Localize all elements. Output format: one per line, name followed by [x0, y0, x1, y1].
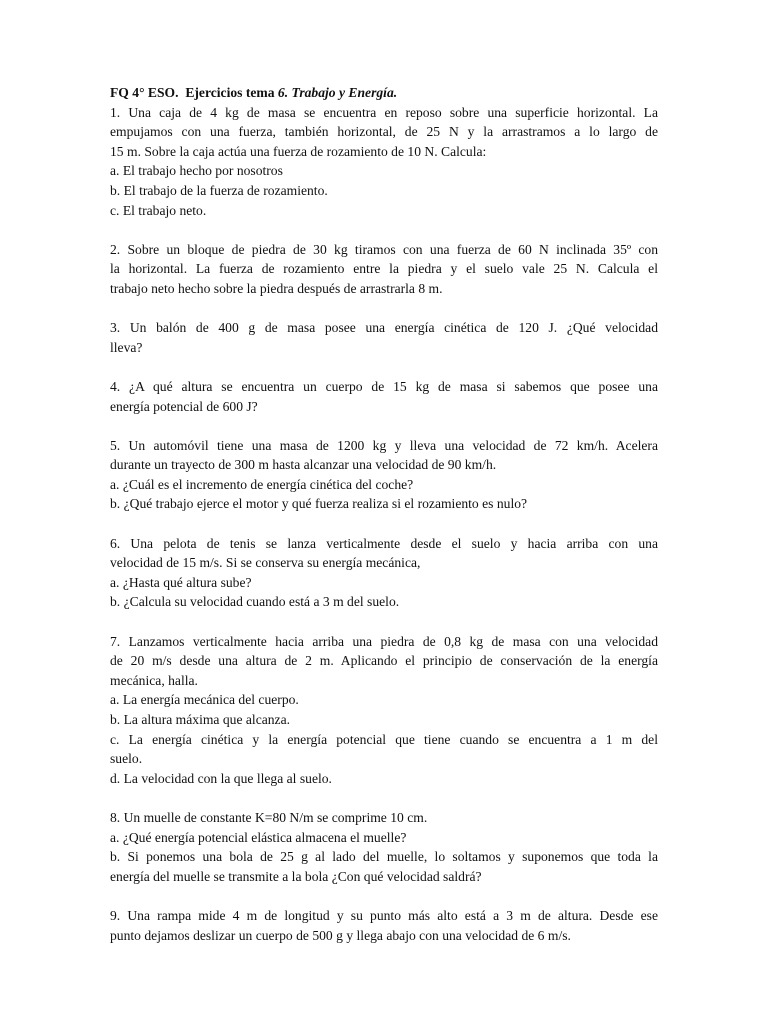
exercise-item: b. ¿Calcula su velocidad cuando está a 3 m del suelo.: [110, 594, 400, 610]
exercise-text-line: 5. Un automóvil tiene una masa de 1200 kg y lleva una velocidad de 72 km/h. Acelera: [110, 437, 658, 453]
exercise-text-line: 15 m. Sobre la caja actúa una fuerza de rozamiento de 10 N. Calcula:: [110, 143, 487, 159]
exercise-item: energía del muelle se transmite a la bola ¿Con qué velocidad saldrá?: [110, 868, 482, 884]
exercise-item: c. La energía cinética y la energía potencial que tiene cuando se encuentra a 1 m del: [110, 731, 658, 747]
exercise-text-line: 8. Un muelle de constante K=80 N/m se comprime 10 cm.: [110, 809, 428, 825]
exercise-text-line: trabajo neto hecho sobre la piedra después de arrastrarla 8 m.: [110, 280, 443, 296]
exercise-text-line: durante un trayecto de 300 m hasta alcanzar una velocidad de 90 km/h.: [110, 457, 497, 473]
title-rest: Trabajo y Energía.: [291, 85, 398, 100]
exercise-8: [110, 808, 658, 886]
exercise-text-line: energía potencial de 600 J?: [110, 398, 258, 414]
exercise-text-line: 4. ¿A qué altura se encuentra un cuerpo de 15 kg de masa si sabemos que posee una: [110, 378, 658, 394]
exercise-text-line: empujamos con una fuerza, también horizontal, de 25 N y la arrastramos a lo largo de: [110, 124, 658, 140]
exercise-text-line: lleva?: [110, 339, 143, 355]
exercise-text-line: de 20 m/s desde una altura de 2 m. Aplicando el principio de conservación de la energía: [110, 653, 658, 669]
exercise-3: [110, 318, 658, 357]
exercise-2: [110, 240, 658, 299]
exercise-item: b. La altura máxima que alcanza.: [110, 712, 291, 727]
document-title: [110, 83, 658, 103]
exercise-9: [110, 906, 658, 945]
exercise-item: b. ¿Qué trabajo ejerce el motor y qué fuerza realiza si el rozamiento es nulo?: [110, 496, 528, 512]
exercise-text-line: 9. Una rampa mide 4 m de longitud y su punto más alto está a 3 m de altura. Desde ese: [110, 907, 658, 923]
exercise-item: b. El trabajo de la fuerza de rozamiento.: [110, 182, 328, 198]
title-prefix: FQ 4° ESO.: [110, 85, 179, 100]
exercise-text-line: la horizontal. La fuerza de rozamiento entre la piedra y el suelo vale 25 N. Calcula el: [110, 261, 658, 277]
exercise-text-line: 3. Un balón de 400 g de masa posee una energía cinética de 120 J. ¿Qué velocidad: [110, 320, 658, 336]
exercise-4: [110, 377, 658, 416]
exercise-text-line: 1. Una caja de 4 kg de masa se encuentra en reposo sobre una superficie horizontal. La: [110, 104, 658, 120]
title-main: Ejercicios tema: [185, 85, 275, 100]
exercise-text-line: 2. Sobre un bloque de piedra de 30 kg tiramos con una fuerza de 60 N inclinada 35º con: [110, 241, 658, 257]
exercise-item: b. Si ponemos una bola de 25 g al lado del muelle, lo soltamos y suponemos que toda la: [110, 849, 658, 865]
exercise-item: a. ¿Qué energía potencial elástica almacena el muelle?: [110, 829, 407, 845]
exercise-text-line: 6. Una pelota de tenis se lanza verticalmente desde el suelo y hacia arriba con una: [110, 535, 658, 551]
exercise-text-line: punto dejamos deslizar un cuerpo de 500 g y llega abajo con una velocidad de 6 m/s.: [110, 927, 571, 943]
exercise-text-line: velocidad de 15 m/s. Si se conserva su energía mecánica,: [110, 555, 421, 571]
exercise-item: d. La velocidad con la que llega al suelo.: [110, 770, 332, 786]
title-number: 6.: [277, 85, 289, 100]
exercise-item: suelo.: [110, 751, 143, 767]
exercise-item: a. ¿Hasta qué altura sube?: [110, 574, 252, 590]
exercise-1: [110, 103, 658, 221]
exercise-text-line: 7. Lanzamos verticalmente hacia arriba una piedra de 0,8 kg de masa con una velocidad: [110, 633, 658, 649]
exercise-item: a. ¿Cuál es el incremento de energía cinética del coche?: [110, 476, 414, 492]
exercise-7: [110, 632, 658, 789]
exercise-item: a. El trabajo hecho por nosotros: [110, 163, 283, 179]
exercise-text-line: mecánica, halla.: [110, 672, 198, 688]
exercise-item: a. La energía mecánica del cuerpo.: [110, 692, 299, 708]
exercise-5: [110, 436, 658, 514]
document-page: [110, 83, 658, 965]
exercise-6: [110, 534, 658, 612]
exercise-item: c. El trabajo neto.: [110, 202, 207, 218]
